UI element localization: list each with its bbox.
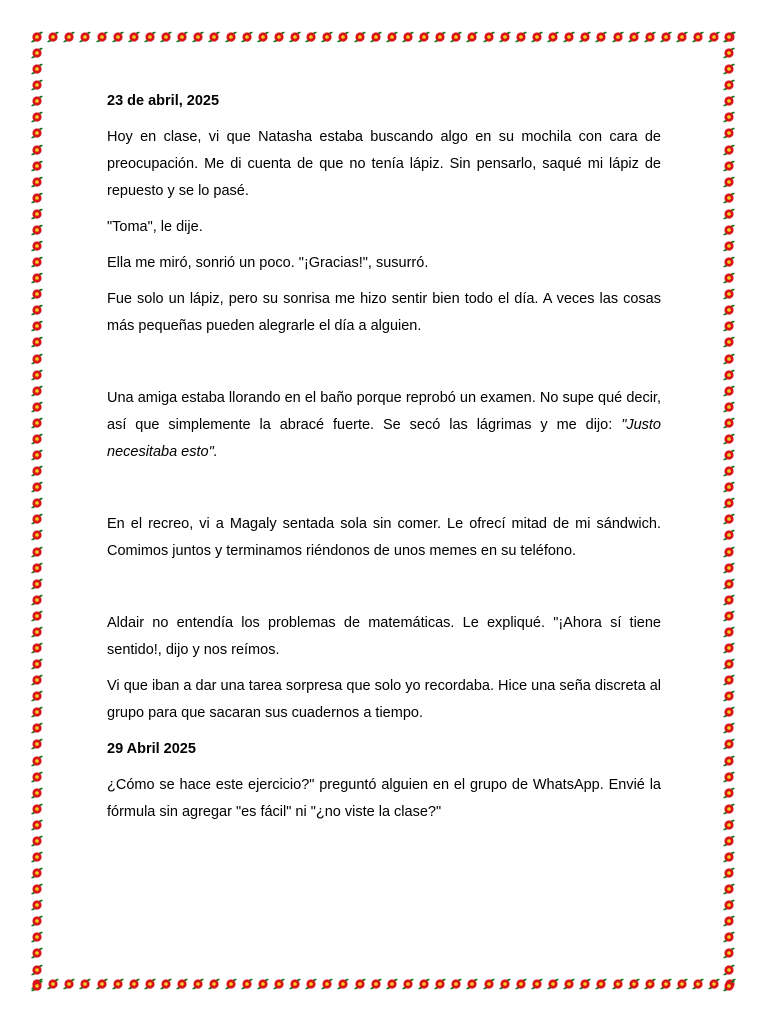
red-flower-icon xyxy=(30,737,44,751)
red-flower-icon xyxy=(224,977,238,991)
red-flower-icon xyxy=(30,384,44,398)
red-flower-icon xyxy=(30,754,44,768)
red-flower-icon xyxy=(722,512,736,526)
red-flower-icon xyxy=(30,528,44,542)
red-flower-icon xyxy=(433,30,447,44)
red-flower-icon xyxy=(369,977,383,991)
red-flower-icon xyxy=(272,977,286,991)
red-flower-icon xyxy=(30,834,44,848)
red-flower-icon xyxy=(320,30,334,44)
red-flower-icon xyxy=(175,977,189,991)
red-flower-icon xyxy=(722,480,736,494)
red-flower-icon xyxy=(643,30,657,44)
red-flower-icon xyxy=(514,30,528,44)
red-flower-icon xyxy=(30,802,44,816)
red-flower-icon xyxy=(449,977,463,991)
red-flower-icon xyxy=(30,963,44,977)
red-flower-icon xyxy=(30,464,44,478)
red-flower-icon xyxy=(30,432,44,446)
red-flower-icon xyxy=(191,30,205,44)
red-flower-icon xyxy=(722,400,736,414)
red-flower-icon xyxy=(30,368,44,382)
red-flower-icon xyxy=(722,159,736,173)
red-flower-icon xyxy=(722,78,736,92)
red-flower-icon xyxy=(30,78,44,92)
red-flower-icon xyxy=(30,496,44,510)
red-flower-icon xyxy=(30,561,44,575)
red-flower-icon xyxy=(722,866,736,880)
red-flower-icon xyxy=(30,352,44,366)
red-flower-icon xyxy=(578,977,592,991)
red-flower-icon xyxy=(30,866,44,880)
red-flower-icon xyxy=(482,30,496,44)
red-flower-icon xyxy=(30,850,44,864)
red-flower-icon xyxy=(30,223,44,237)
entry-date: 23 de abril, 2025 xyxy=(107,93,220,109)
flower-border-left xyxy=(30,30,46,993)
red-flower-icon xyxy=(30,126,44,140)
red-flower-icon xyxy=(722,110,736,124)
paragraph: Hoy en clase, vi que Natasha estaba buscando algo en su mochila con cara de preocupación. Me di cuenta de que no tenía lápiz. Sin pensarlo, saqué mi lápiz de repuesto y se lo pasé. xyxy=(107,129,661,199)
entry-date: 29 Abril 2025 xyxy=(107,741,196,757)
red-flower-icon xyxy=(401,977,415,991)
red-flower-icon xyxy=(530,30,544,44)
red-flower-icon xyxy=(30,416,44,430)
red-flower-icon xyxy=(562,30,576,44)
red-flower-icon xyxy=(191,977,205,991)
red-flower-icon xyxy=(78,977,92,991)
red-flower-icon xyxy=(240,30,254,44)
red-flower-icon xyxy=(722,207,736,221)
red-flower-icon xyxy=(722,593,736,607)
red-flower-icon xyxy=(594,977,608,991)
red-flower-icon xyxy=(722,496,736,510)
red-flower-icon xyxy=(304,30,318,44)
red-flower-icon xyxy=(722,721,736,735)
red-flower-icon xyxy=(722,545,736,559)
red-flower-icon xyxy=(722,673,736,687)
red-flower-icon xyxy=(385,30,399,44)
red-flower-icon xyxy=(30,287,44,301)
red-flower-icon xyxy=(30,721,44,735)
red-flower-icon xyxy=(30,705,44,719)
red-flower-icon xyxy=(722,143,736,157)
red-flower-icon xyxy=(30,271,44,285)
red-flower-icon xyxy=(722,94,736,108)
red-flower-icon xyxy=(722,175,736,189)
red-flower-icon xyxy=(127,977,141,991)
red-flower-icon xyxy=(30,143,44,157)
red-flower-icon xyxy=(30,930,44,944)
red-flower-icon xyxy=(30,979,44,993)
red-flower-icon xyxy=(30,512,44,526)
red-flower-icon xyxy=(30,882,44,896)
red-flower-icon xyxy=(722,255,736,269)
red-flower-icon xyxy=(30,641,44,655)
red-flower-icon xyxy=(722,850,736,864)
red-flower-icon xyxy=(465,30,479,44)
paragraph: "Toma", le dije. xyxy=(107,219,203,235)
red-flower-icon xyxy=(30,175,44,189)
diary-text xyxy=(107,88,661,835)
red-flower-icon xyxy=(30,239,44,253)
red-flower-icon xyxy=(30,400,44,414)
red-flower-icon xyxy=(722,287,736,301)
red-flower-icon xyxy=(722,754,736,768)
spacer xyxy=(107,574,661,610)
red-flower-icon xyxy=(30,898,44,912)
red-flower-icon xyxy=(722,62,736,76)
red-flower-icon xyxy=(722,802,736,816)
red-flower-icon xyxy=(722,126,736,140)
red-flower-icon xyxy=(272,30,286,44)
red-flower-icon xyxy=(30,786,44,800)
paragraph: Vi que iban a dar una tarea sorpresa que solo yo recordaba. Hice una seña discreta al grupo para que sacaran sus cuadernos a tiempo. xyxy=(107,678,661,721)
red-flower-icon xyxy=(722,561,736,575)
red-flower-icon xyxy=(30,255,44,269)
red-flower-icon xyxy=(722,239,736,253)
red-flower-icon xyxy=(722,914,736,928)
red-flower-icon xyxy=(30,673,44,687)
red-flower-icon xyxy=(30,914,44,928)
red-flower-icon xyxy=(449,30,463,44)
red-flower-icon xyxy=(288,30,302,44)
red-flower-icon xyxy=(401,30,415,44)
red-flower-icon xyxy=(30,657,44,671)
red-flower-icon xyxy=(627,977,641,991)
spacer xyxy=(107,349,661,385)
red-flower-icon xyxy=(30,335,44,349)
red-flower-icon xyxy=(578,30,592,44)
red-flower-icon xyxy=(224,30,238,44)
red-flower-icon xyxy=(722,705,736,719)
red-flower-icon xyxy=(722,770,736,784)
red-flower-icon xyxy=(659,977,673,991)
red-flower-icon xyxy=(207,977,221,991)
red-flower-icon xyxy=(722,448,736,462)
red-flower-icon xyxy=(722,946,736,960)
red-flower-icon xyxy=(722,46,736,60)
red-flower-icon xyxy=(30,625,44,639)
red-flower-icon xyxy=(207,30,221,44)
red-flower-icon xyxy=(30,818,44,832)
red-flower-icon xyxy=(498,977,512,991)
red-flower-icon xyxy=(30,110,44,124)
paragraph: Aldair no entendía los problemas de matemáticas. Le expliqué. "¡Ahora sí tiene sentido!, dijo y nos reímos. xyxy=(107,615,661,658)
red-flower-icon xyxy=(722,625,736,639)
red-flower-icon xyxy=(240,977,254,991)
red-flower-icon xyxy=(30,770,44,784)
red-flower-icon xyxy=(385,977,399,991)
red-flower-icon xyxy=(95,30,109,44)
red-flower-icon xyxy=(659,30,673,44)
red-flower-icon xyxy=(675,30,689,44)
red-flower-icon xyxy=(30,319,44,333)
red-flower-icon xyxy=(722,271,736,285)
red-flower-icon xyxy=(722,528,736,542)
red-flower-icon xyxy=(95,977,109,991)
red-flower-icon xyxy=(675,977,689,991)
red-flower-icon xyxy=(304,977,318,991)
red-flower-icon xyxy=(30,62,44,76)
flower-border-right xyxy=(722,30,738,993)
red-flower-icon xyxy=(30,46,44,60)
red-flower-icon xyxy=(643,977,657,991)
paragraph: Fue solo un lápiz, pero su sonrisa me hizo sentir bien todo el día. A veces las cosas más pequeñas pueden alegrarle el día a alguien. xyxy=(107,291,661,334)
red-flower-icon xyxy=(111,30,125,44)
flower-border-bottom xyxy=(30,977,738,993)
red-flower-icon xyxy=(722,319,736,333)
red-flower-icon xyxy=(691,977,705,991)
red-flower-icon xyxy=(707,30,721,44)
flower-border-top xyxy=(30,30,738,46)
red-flower-icon xyxy=(562,977,576,991)
red-flower-icon xyxy=(143,30,157,44)
red-flower-icon xyxy=(722,834,736,848)
red-flower-icon xyxy=(611,977,625,991)
red-flower-icon xyxy=(320,977,334,991)
red-flower-icon xyxy=(465,977,479,991)
red-flower-icon xyxy=(30,545,44,559)
red-flower-icon xyxy=(175,30,189,44)
red-flower-icon xyxy=(30,207,44,221)
red-flower-icon xyxy=(417,977,431,991)
paragraph xyxy=(107,385,661,466)
red-flower-icon xyxy=(722,368,736,382)
quote: "Justo necesitaba esto". xyxy=(107,417,661,460)
red-flower-icon xyxy=(159,30,173,44)
spacer xyxy=(107,475,661,511)
red-flower-icon xyxy=(353,30,367,44)
red-flower-icon xyxy=(722,335,736,349)
red-flower-icon xyxy=(722,786,736,800)
red-flower-icon xyxy=(722,191,736,205)
paragraph: ¿Cómo se hace este ejercicio?" preguntó alguien en el grupo de WhatsApp. Envié la fórmula sin agregar "es fácil" ni "¿no viste la clase?" xyxy=(107,777,661,820)
red-flower-icon xyxy=(369,30,383,44)
red-flower-icon xyxy=(433,977,447,991)
red-flower-icon xyxy=(722,882,736,896)
red-flower-icon xyxy=(722,737,736,751)
red-flower-icon xyxy=(627,30,641,44)
red-flower-icon xyxy=(288,977,302,991)
red-flower-icon xyxy=(722,930,736,944)
red-flower-icon xyxy=(417,30,431,44)
red-flower-icon xyxy=(30,480,44,494)
red-flower-icon xyxy=(722,432,736,446)
red-flower-icon xyxy=(30,448,44,462)
red-flower-icon xyxy=(514,977,528,991)
red-flower-icon xyxy=(30,593,44,607)
red-flower-icon xyxy=(722,223,736,237)
red-flower-icon xyxy=(722,384,736,398)
red-flower-icon xyxy=(722,689,736,703)
red-flower-icon xyxy=(62,977,76,991)
red-flower-icon xyxy=(722,657,736,671)
red-flower-icon xyxy=(498,30,512,44)
red-flower-icon xyxy=(46,30,60,44)
paragraph: Ella me miró, sonrió un poco. "¡Gracias!", susurró. xyxy=(107,255,429,271)
red-flower-icon xyxy=(336,977,350,991)
red-flower-icon xyxy=(30,577,44,591)
red-flower-icon xyxy=(722,416,736,430)
red-flower-icon xyxy=(722,30,736,44)
red-flower-icon xyxy=(256,977,270,991)
paragraph: En el recreo, vi a Magaly sentada sola sin comer. Le ofrecí mitad de mi sándwich. Comimos juntos y terminamos riéndonos de unos memes en su teléfono. xyxy=(107,516,661,559)
red-flower-icon xyxy=(30,94,44,108)
red-flower-icon xyxy=(546,30,560,44)
red-flower-icon xyxy=(30,689,44,703)
red-flower-icon xyxy=(78,30,92,44)
red-flower-icon xyxy=(30,609,44,623)
red-flower-icon xyxy=(159,977,173,991)
red-flower-icon xyxy=(482,977,496,991)
red-flower-icon xyxy=(691,30,705,44)
red-flower-icon xyxy=(722,609,736,623)
red-flower-icon xyxy=(30,946,44,960)
red-flower-icon xyxy=(594,30,608,44)
red-flower-icon xyxy=(722,641,736,655)
red-flower-icon xyxy=(111,977,125,991)
red-flower-icon xyxy=(722,464,736,478)
red-flower-icon xyxy=(46,977,60,991)
red-flower-icon xyxy=(256,30,270,44)
red-flower-icon xyxy=(722,352,736,366)
red-flower-icon xyxy=(30,303,44,317)
red-flower-icon xyxy=(353,977,367,991)
red-flower-icon xyxy=(336,30,350,44)
red-flower-icon xyxy=(143,977,157,991)
red-flower-icon xyxy=(530,977,544,991)
red-flower-icon xyxy=(707,977,721,991)
red-flower-icon xyxy=(611,30,625,44)
paragraph-text: Una amiga estaba llorando en el baño porque reprobó un examen. No supe qué decir, así que simplemente la abracé fuerte. Se secó las lágrimas y me dijo: xyxy=(107,390,661,433)
red-flower-icon xyxy=(546,977,560,991)
red-flower-icon xyxy=(30,30,44,44)
red-flower-icon xyxy=(722,577,736,591)
red-flower-icon xyxy=(722,963,736,977)
red-flower-icon xyxy=(127,30,141,44)
red-flower-icon xyxy=(722,303,736,317)
red-flower-icon xyxy=(30,191,44,205)
red-flower-icon xyxy=(62,30,76,44)
red-flower-icon xyxy=(722,898,736,912)
red-flower-icon xyxy=(722,979,736,993)
red-flower-icon xyxy=(722,818,736,832)
red-flower-icon xyxy=(30,159,44,173)
